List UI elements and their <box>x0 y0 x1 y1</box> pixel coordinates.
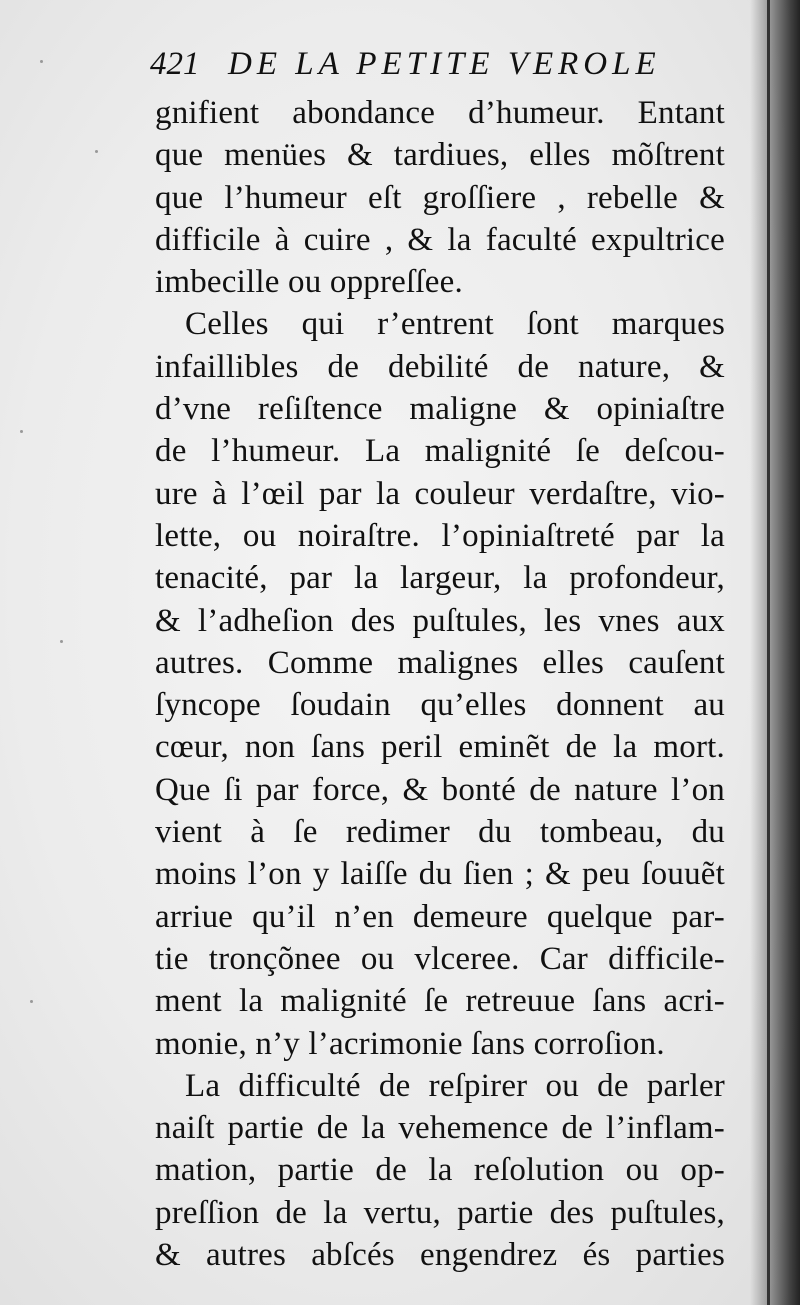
text-line: & l’adheſion des puſtules, les vnes aux <box>155 602 725 639</box>
text-line: difficile à cuire , & la faculté expultrice <box>155 221 725 258</box>
text-line: autres. Comme malignes elles cauſent <box>155 644 725 681</box>
text-line: tie tronçõnee ou vlceree. Car difficile- <box>155 940 725 977</box>
text-line: gnifient abondance d’humeur. Entant <box>155 95 725 131</box>
text-line: de l’humeur. La malignité ſe deſcou- <box>155 433 725 470</box>
text-line: preſſion de la vertu, partie des puſtules, <box>155 1194 725 1231</box>
body-text <box>155 92 725 1276</box>
text-line: naiſt partie de la vehemence de l’inflam- <box>155 1110 725 1147</box>
running-head: DE LA PETITE VEROLE <box>228 46 661 82</box>
page-number: 421 <box>150 46 200 82</box>
paper-speck <box>60 640 63 643</box>
text-line: tenacité, par la largeur, la profondeur, <box>155 560 725 597</box>
text-line: mation, partie de la reſolution ou op- <box>155 1152 725 1189</box>
text-line: monie, n’y l’acrimonie ſans corroſion. <box>155 1025 665 1062</box>
text-line: d’vne reſiſtence maligne & opiniaſtre <box>155 391 725 428</box>
text-line: que menües & tardiues, elles mõſtrent <box>155 137 725 174</box>
paper-speck <box>30 1000 33 1003</box>
text-line: imbecille ou oppreſſee. <box>155 264 463 301</box>
text-line: vient à ſe redimer du tombeau, du <box>155 814 725 851</box>
text-line: & autres abſcés engendrez és parties <box>155 1237 725 1274</box>
text-line: ure à l’œil par la couleur verdaſtre, vio- <box>155 475 725 512</box>
text-line: moins l’on y laiſſe du ſien ; & peu ſouuẽt <box>155 856 725 893</box>
page-header <box>150 46 740 90</box>
text-line: ſyncope ſoudain qu’elles donnent au <box>155 687 725 724</box>
text-line: arriue qu’il n’en demeure quelque par- <box>155 898 725 935</box>
text-line: cœur, non ſans peril eminẽt de la mort. <box>155 729 725 766</box>
paper-speck <box>20 430 23 433</box>
text-line: Que ſi par force, & bonté de nature l’on <box>155 771 725 808</box>
text-line: infaillibles de debilité de nature, & <box>155 348 725 385</box>
text-line: que l’humeur eſt groſſiere , rebelle & <box>155 179 725 216</box>
text-line: lette, ou noiraſtre. l’opiniaſtreté par la <box>155 517 725 554</box>
text-line: Celles qui r’entrent ſont marques <box>185 306 725 343</box>
paper-speck <box>95 150 98 153</box>
page-gutter-shadow <box>750 0 800 1305</box>
text-line: La difficulté de reſpirer ou de parler <box>185 1067 725 1104</box>
text-line: ment la malignité ſe retreuue ſans acri- <box>155 983 725 1020</box>
page-edge <box>767 0 770 1305</box>
paper-speck <box>40 60 43 63</box>
